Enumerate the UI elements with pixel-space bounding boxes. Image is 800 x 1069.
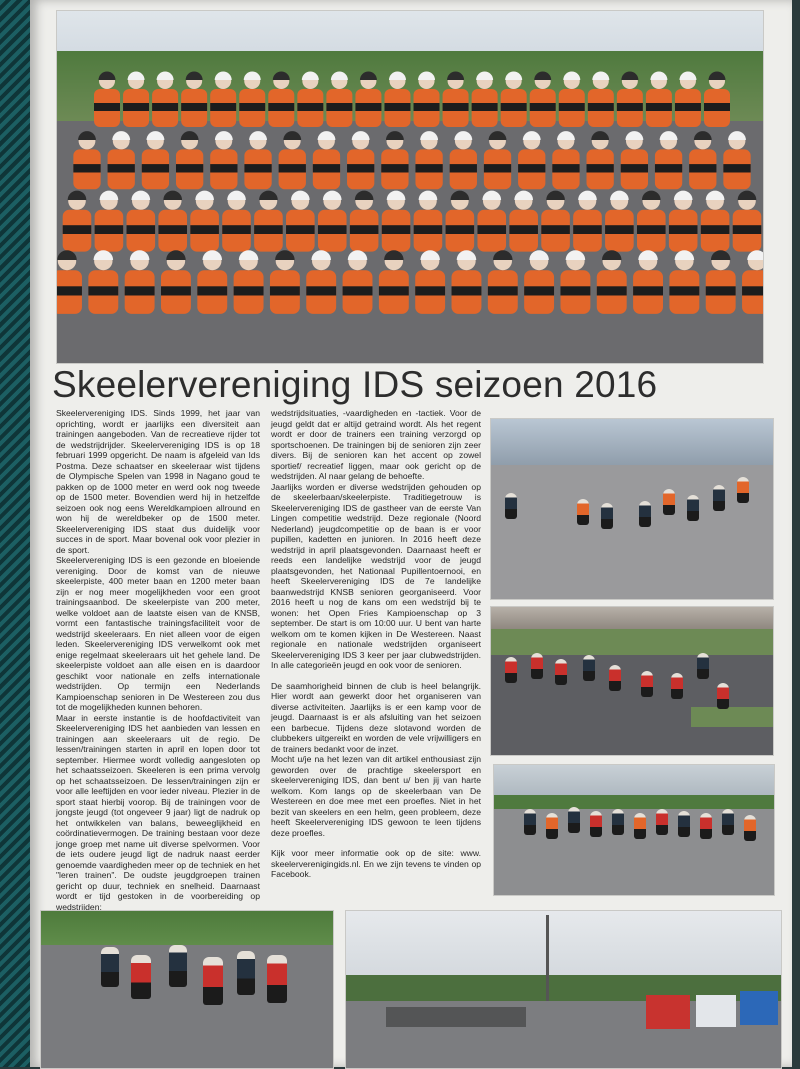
team-member-figure xyxy=(723,131,750,189)
team-member-figure xyxy=(704,72,730,128)
team-member-figure xyxy=(384,72,410,128)
team-member-figure xyxy=(552,131,579,189)
team-member-figure xyxy=(94,72,120,128)
team-member-figure xyxy=(617,72,643,128)
team-member-figure xyxy=(234,250,264,314)
team-member-figure xyxy=(675,72,701,128)
team-member-figure xyxy=(125,250,155,314)
team-member-figure xyxy=(313,131,340,189)
team-member-figure xyxy=(541,191,570,252)
binder-edge xyxy=(0,0,34,1067)
paragraph: Kijk voor meer informatie ook op de site: www. skeelerverenigingids.nl. En we zijn tevens te vinden op Facebook. xyxy=(271,848,481,879)
team-member-figure xyxy=(63,191,92,252)
team-member-figure xyxy=(355,72,381,128)
team-member-figure xyxy=(689,131,716,189)
team-member-figure xyxy=(484,131,511,189)
team-member-figure xyxy=(239,72,265,128)
team-member-figure xyxy=(443,72,469,128)
team-member-figure xyxy=(382,191,411,252)
race-photo-1 xyxy=(490,418,774,600)
team-member-figure xyxy=(73,131,100,189)
team-member-figure xyxy=(142,131,169,189)
team-member-figure xyxy=(669,250,699,314)
team-member-figure xyxy=(477,191,506,252)
team-member-figure xyxy=(560,250,590,314)
team-member-figure xyxy=(222,191,251,252)
article-column-1 xyxy=(56,408,260,912)
team-member-figure xyxy=(347,131,374,189)
team-member-figure xyxy=(279,131,306,189)
team-member-figure xyxy=(152,72,178,128)
race-photo-2 xyxy=(490,606,774,756)
team-member-figure xyxy=(633,250,663,314)
team-member-figure xyxy=(127,191,156,252)
team-member-figure xyxy=(655,131,682,189)
team-member-figure xyxy=(509,191,538,252)
team-member-figure xyxy=(123,72,149,128)
team-member-figure xyxy=(587,131,614,189)
team-member-figure xyxy=(210,131,237,189)
paragraph: wedstrijdsituaties, -vaardigheden en -tactiek. Voor de jeugd geldt dat er altijd getraind wordt. Als het regent wordt er door de trainers een training verzorgd op sportschoenen. De trainingen bij de senioren zijn zeer divers. Bij de senioren kan het accent op zowel sportief/ recreatief liggen, maar ook gericht op de wedstrijden. Al naar gelang de behoefte. xyxy=(271,408,481,481)
paragraph: De saamhorigheid binnen de club is heel belangrijk. Hier wordt aan gewerkt door het organiseren van diverse activiteiten. Jaarlijks is er een kamp voor de jeugd. Daarnaast is er als afsluiting van het seizoen een barbecue. Tijdens deze slotavond worden de clubbekers uitgereikt en worden de vele vrijwilligers en de trainers bedankt voor de inzet. xyxy=(271,680,481,754)
team-member-figure xyxy=(88,250,118,314)
team-photo xyxy=(56,10,764,364)
team-member-figure xyxy=(176,131,203,189)
team-member-figure xyxy=(597,250,627,314)
paragraph: Skeelervereniging IDS is een gezonde en bloeiende vereniging. Door de komst van de nieuwe skeelerpiste, 400 meter baan en 1200 meter baan zijn er nog meer mogelijkheden voor een groot trainingsaanbod. De skeelerpiste van 200 meter, welke voldoet aan de laatste eisen van de KNSB, vormt een fantastische trainingsfaciliteit voor de wedstrijd skeeleraars. En niet alleen voor de eigen leden. Skeelervereniging IDS verwelkomt ook met enige regelmaat skeeleraars uit het gehele land. De skeelerpiste voldoet aan alle eisen en is daardoor geschikt voor nationale en zelfs internationale wedstrijden. Op termijn een Nederlands Kampioenschap senioren in De Westereen zou dus tot de mogelijkheden kunnen behoren. xyxy=(56,555,260,712)
team-member-figure xyxy=(254,191,283,252)
team-member-figure xyxy=(501,72,527,128)
article-title: Skeelervereniging IDS seizoen 2016 xyxy=(52,364,658,405)
team-member-figure xyxy=(197,250,227,314)
team-member-figure xyxy=(573,191,602,252)
team-member-figure xyxy=(733,191,762,252)
team-member-figure xyxy=(161,250,191,314)
team-member-figure xyxy=(450,131,477,189)
team-group-illustration xyxy=(57,11,763,363)
team-member-figure xyxy=(706,250,736,314)
team-member-figure xyxy=(343,250,373,314)
youth-race-photo xyxy=(40,910,334,1069)
team-member-figure xyxy=(414,191,443,252)
team-member-figure xyxy=(57,250,82,314)
article-column-2 xyxy=(271,408,481,880)
venue-photo xyxy=(345,910,782,1069)
team-member-figure xyxy=(326,72,352,128)
team-member-figure xyxy=(488,250,518,314)
team-member-figure xyxy=(415,131,442,189)
team-member-figure xyxy=(190,191,219,252)
paragraph: Skeelervereniging IDS. Sinds 1999, het jaar van oprichting, wordt er jaarlijks een diversiteit aan trainingen aangeboden. Van de recreatieve rijder tot de wedstrijdrijder. Skeelervereniging IDS is op 18 februari 1999 opgericht. De naam is afgeleid van Ids Postma. Deze schaatser en skeeleraar wist tijdens de Olympische Spelen van 1998 in Nagano goud te pakken op de 1000 meter en werd ook nog tweede op de 1500 meter. Bovendien werd hij in hetzelfde seizoen ook nog eens Wereldkampioen allround en won hij de wereldbeker op de 1500 meter. Skeelervereniging IDS staat dus duidelijk voor succes in de sport. Maar bovenal ook voor plezier in de sport. xyxy=(56,408,260,555)
team-member-figure xyxy=(381,131,408,189)
team-member-figure xyxy=(415,250,445,314)
team-member-figure xyxy=(379,250,409,314)
team-member-figure xyxy=(318,191,347,252)
paragraph: Mocht u/je na het lezen van dit artikel enthousiast zijn geworden over de prachtige skeelersport en skeelervereniging IDS, dan bent u/ ben jij van harte welkom. Kom langs op de skeelerbaan van De Westereen en doe mee met een proefles. Niet in het bezit van skeelers en een helm, geen probleem, deze heeft Skeelervereniging IDS gewoon te leen tijdens deze proefles. xyxy=(271,754,481,838)
paragraph: Jaarlijks worden er diverse wedstrijden gehouden op de skeelerbaan/skeelerpiste. Traditiegetrouw is Skeelervereniging IDS de gastheer van de eerste Van Lingen competitie wedstrijd. Deze regionale (Noord Nederland) jeugdcompetitie op de baan is er voor pupillen, kadetten en junioren. In 2016 heeft deze wedstrijd in april plaatsgevonden. Daarnaast heeft er reeds een landelijke wedstrijd voor de jeugd plaatsgevonden, het Nationaal Pupillentoernooi, en heeft Skeelervereniging IDS de 7e landelijke baanwedstrijd KNSB senioren georganiseerd. Voor 2016 heeft u nog de kans om een wedstrijd bij te wonen: het Open Fries Kampioenschap op 3 september. De start is om 10:00 uur. U bent van harte welkom om te komen kijken in De Westereen. Naast regionale en nationale wedstrijden organiseert Skeelervereniging IDS 3 keer per jaar clubwedstrijden. In alle categorieën jeugd en ook voor de senioren. xyxy=(271,481,481,670)
team-member-figure xyxy=(158,191,187,252)
team-member-figure xyxy=(210,72,236,128)
team-member-figure xyxy=(701,191,730,252)
team-member-figure xyxy=(286,191,315,252)
team-member-figure xyxy=(669,191,698,252)
team-member-figure xyxy=(621,131,648,189)
team-member-figure xyxy=(306,250,336,314)
team-member-figure xyxy=(588,72,614,128)
paragraph: Maar in eerste instantie is de hoofdactiviteit van Skeelervereniging IDS het aanbieden van lessen en trainingen aan skeeleraars uit de regio. De lessen/trainingen starten in april en lopen door tot september. Hiermee wordt volledig aangesloten op het schaatsseizoen. Skeeleren is een prima vervolg op het schaatsseizoen. De lessen/trainingen zijn er voor alle leeftijden en voor ieder niveau. Plezier in de sport staat hierbij voorop. Bij de trainingen voor de jongste jeugd (tot ongeveer 9 jaar) ligt de nadruk op het ontwikkelen van balans, beweeglijkheid en coördinatievermogen. De training bestaan voor deze jonge groep met name uit diverse spelvormen. Voor de iets oudere jeugd ligt de nadruk naast eerder genoemde vaardigheden meer op de techniek en het "leren trainen". De oudste jeugdgroepen trainen gericht op duur, techniek en snelheid. Daarnaast wordt er tijd gestoken in de voorbereiding op wedstrijden: xyxy=(56,712,260,912)
team-member-figure xyxy=(559,72,585,128)
team-member-figure xyxy=(472,72,498,128)
team-member-figure xyxy=(524,250,554,314)
team-member-figure xyxy=(452,250,482,314)
team-member-figure xyxy=(518,131,545,189)
team-member-figure xyxy=(350,191,379,252)
team-member-figure xyxy=(108,131,135,189)
team-member-figure xyxy=(446,191,475,252)
team-member-figure xyxy=(646,72,672,128)
team-member-figure xyxy=(244,131,271,189)
team-member-figure xyxy=(181,72,207,127)
team-member-figure xyxy=(742,250,763,314)
team-member-figure xyxy=(605,191,634,252)
team-member-figure xyxy=(414,72,440,128)
team-member-figure xyxy=(270,250,300,314)
team-member-figure xyxy=(268,72,294,128)
team-member-figure xyxy=(95,191,124,252)
race-photo-3 xyxy=(493,764,775,896)
team-member-figure xyxy=(637,191,666,252)
team-member-figure xyxy=(530,72,556,128)
team-member-figure xyxy=(297,71,323,127)
